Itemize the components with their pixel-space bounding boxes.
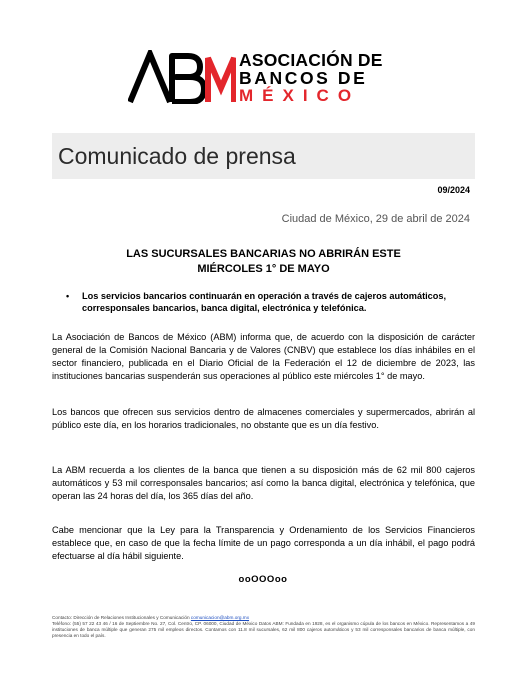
paragraph-1: La Asociación de Bancos de México (ABM) informa que, de acuerdo con la disposición de carácter general de la Comisión Nacional Bancaria y de Valores (CNBV) que establece los días inhábiles en el sector financiero, publicada en el Diario Oficial de la Federación el 12 de diciembre de 2023, las instituciones bancarias suspenderán sus operaciones al público este miércoles 1° de mayo. <box>52 332 475 381</box>
bullet-text: Los servicios bancarios continuarán en operación a través de cajeros automáticos, corresponsales bancarios, banca digital, electrónica y telefónica. <box>82 291 447 313</box>
headline-line-1: LAS SUCURSALES BANCARIAS NO ABRIRÁN ESTE <box>126 248 401 260</box>
reference-number: 09/2024 <box>437 185 470 195</box>
dateline: Ciudad de México, 29 de abril de 2024 <box>281 213 470 225</box>
closing-mark: ooOOOoo <box>238 574 288 585</box>
paragraph-2: Los bancos que ofrecen sus servicios dentro de almacenes comerciales y supermercados, abrirán al público este día, en los horarios tradicionales, no obstante que es un día festivo. <box>52 407 475 430</box>
press-release-banner <box>52 133 475 179</box>
logo-wordmark <box>239 52 383 104</box>
abm-logo <box>128 48 398 108</box>
list-item <box>66 290 476 314</box>
summary-bullets <box>66 290 476 314</box>
footer-details: Teléfono: (55) 57 22 43 46 / 16 de Septiembre No. 27, Col. Centro, CP. 06000, Ciudad de México Datos ABM: Fundada en 1928, es el organismo cúpula de los bancos en México. Representamos a 49 instituciones de banca múltiple que generan 275 mil empleos directos. Contamos con 11.8 mil sucursales, 62 mil 800 cajeros automáticos y 53 mil corresponsales bancarios de banca múltiple, con presencia en todo el país. <box>52 621 475 638</box>
footer-email-link[interactable]: comunicacion@abm.org.mx <box>190 615 250 620</box>
logo-line-2: BANCOS DE <box>239 67 368 88</box>
paragraph-3: La ABM recuerda a los clientes de la banca que tienen a su disposición más de 62 mil 800 cajeros automáticos y 53 mil corresponsales bancarios; así como la banca digital, electrónica y telefónica, que operan las 24 horas del día, los 365 días del año. <box>52 465 475 501</box>
headline-line-2: MIÉRCOLES 1° DE MAYO <box>197 263 330 275</box>
footer <box>52 615 475 639</box>
page-title: Comunicado de prensa <box>58 143 296 169</box>
paragraph-4: Cabe mencionar que la Ley para la Transparencia y Ordenamiento de los Servicios Financieros establece que, en caso de que la fecha límite de un pago corresponda a un día inhábil, el pago podrá efectuarse al día hábil siguiente. <box>52 525 475 561</box>
footer-contact-label: Contacto: Dirección de Relaciones Institucionales y Comunicación <box>52 615 190 620</box>
logo-line-1: ASOCIACIÓN DE <box>239 50 383 70</box>
abm-letters-logo-icon <box>128 50 236 104</box>
logo-line-3: MÉXICO <box>239 86 361 105</box>
bullet-icon: • <box>66 291 70 301</box>
headline <box>52 247 475 277</box>
